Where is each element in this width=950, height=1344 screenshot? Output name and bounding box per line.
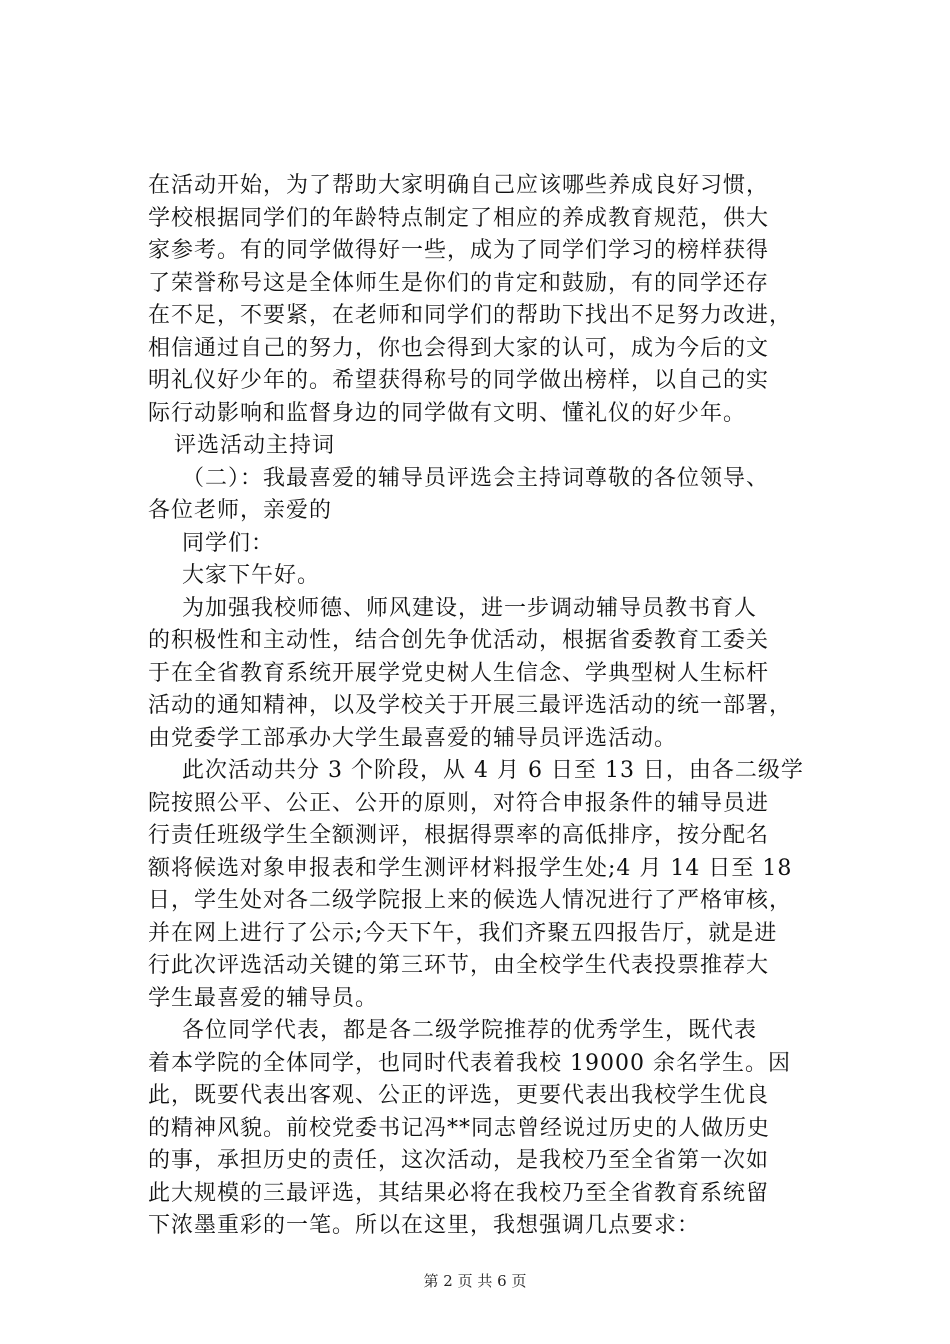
text-line: 此大规模的三最评选，其结果必将在我校乃至全省教育系统留 <box>148 1180 770 1206</box>
text-line: 的事，承担历史的责任，这次活动，是我校乃至全省第一次如 <box>148 1148 770 1173</box>
text-line: 学校根据同学们的年龄特点制定了相应的养成教育规范，供大 <box>148 205 770 231</box>
text-line: 评选活动主持词 <box>174 433 336 458</box>
text-line: 大家下午好。 <box>182 563 321 588</box>
text-line: 日，学生处对各二级学院报上来的候选人情况进行了严格审核， <box>148 888 793 913</box>
text-line: 的积极性和主动性，结合创先争优活动，根据省委教育工委关 <box>148 628 770 653</box>
text-line: 着本学院的全体同学，也同时代表着我校 19000 余名学生。因 <box>148 1050 791 1076</box>
text-line: 各位老师，亲爱的 <box>148 498 333 523</box>
text-line: 的精神风貌。前校党委书记冯**同志曾经说过历史的人做历史 <box>148 1115 771 1141</box>
text-line: 额将候选对象申报表和学生测评材料报学生处;4 月 14 日至 18 <box>148 855 793 881</box>
document-body <box>148 170 824 1243</box>
text-line: 在不足，不要紧，在老师和同学们的帮助下找出不足努力改进， <box>148 303 793 328</box>
text-line: （二）：我最喜爱的辅导员评选会主持词尊敬的各位领导、 <box>182 465 770 491</box>
text-line: 际行动影响和监督身边的同学做有文明、懂礼仪的好少年。 <box>148 400 747 426</box>
text-line: 由党委学工部承办大学生最喜爱的辅导员评选活动。 <box>148 725 678 751</box>
text-line: 行责任班级学生全额测评，根据得票率的高低排序，按分配名 <box>148 823 770 848</box>
text-line: 于在全省教育系统开展学党史树人生信念、学典型树人生标杆 <box>148 660 770 686</box>
text-line: 学生最喜爱的辅导员。 <box>148 985 379 1011</box>
text-line: 此，既要代表出客观、公正的评选，更要代表出我校学生优良 <box>148 1083 770 1108</box>
text-line: 此次活动共分 3 个阶段，从 4 月 6 日至 13 日，由各二级学 <box>182 758 804 783</box>
text-line: 并在网上进行了公示;今天下午，我们齐聚五四报告厅，就是进 <box>148 920 778 946</box>
page-footer: 第 2 页 共 6 页 <box>423 1272 527 1290</box>
text-line: 下浓墨重彩的一笔。所以在这里，我想强调几点要求： <box>148 1213 701 1238</box>
text-line: 为加强我校师德、师风建设，进一步调动辅导员教书育人 <box>182 595 758 621</box>
text-line: 同学们： <box>182 530 275 556</box>
text-line: 活动的通知精神，以及学校关于开展三最评选活动的统一部署， <box>148 693 793 718</box>
text-line: 明礼仪好少年的。希望获得称号的同学做出榜样，以自己的实 <box>148 368 770 393</box>
text-line: 家参考。有的同学做得好一些，成为了同学们学习的榜样获得 <box>148 238 770 263</box>
text-line: 行此次评选活动关键的第三环节，由全校学生代表投票推荐大 <box>148 953 770 978</box>
text-line: 院按照公平、公正、公开的原则，对符合申报条件的辅导员进 <box>148 790 770 816</box>
text-line: 在活动开始，为了帮助大家明确自己应该哪些养成良好习惯， <box>148 173 770 198</box>
text-line: 相信通过自己的努力，你也会得到大家的认可，成为今后的文 <box>148 335 770 361</box>
text-line: 了荣誉称号这是全体师生是你们的肯定和鼓励，有的同学还存 <box>148 270 770 296</box>
text-line: 各位同学代表，都是各二级学院推荐的优秀学生，既代表 <box>182 1018 758 1043</box>
